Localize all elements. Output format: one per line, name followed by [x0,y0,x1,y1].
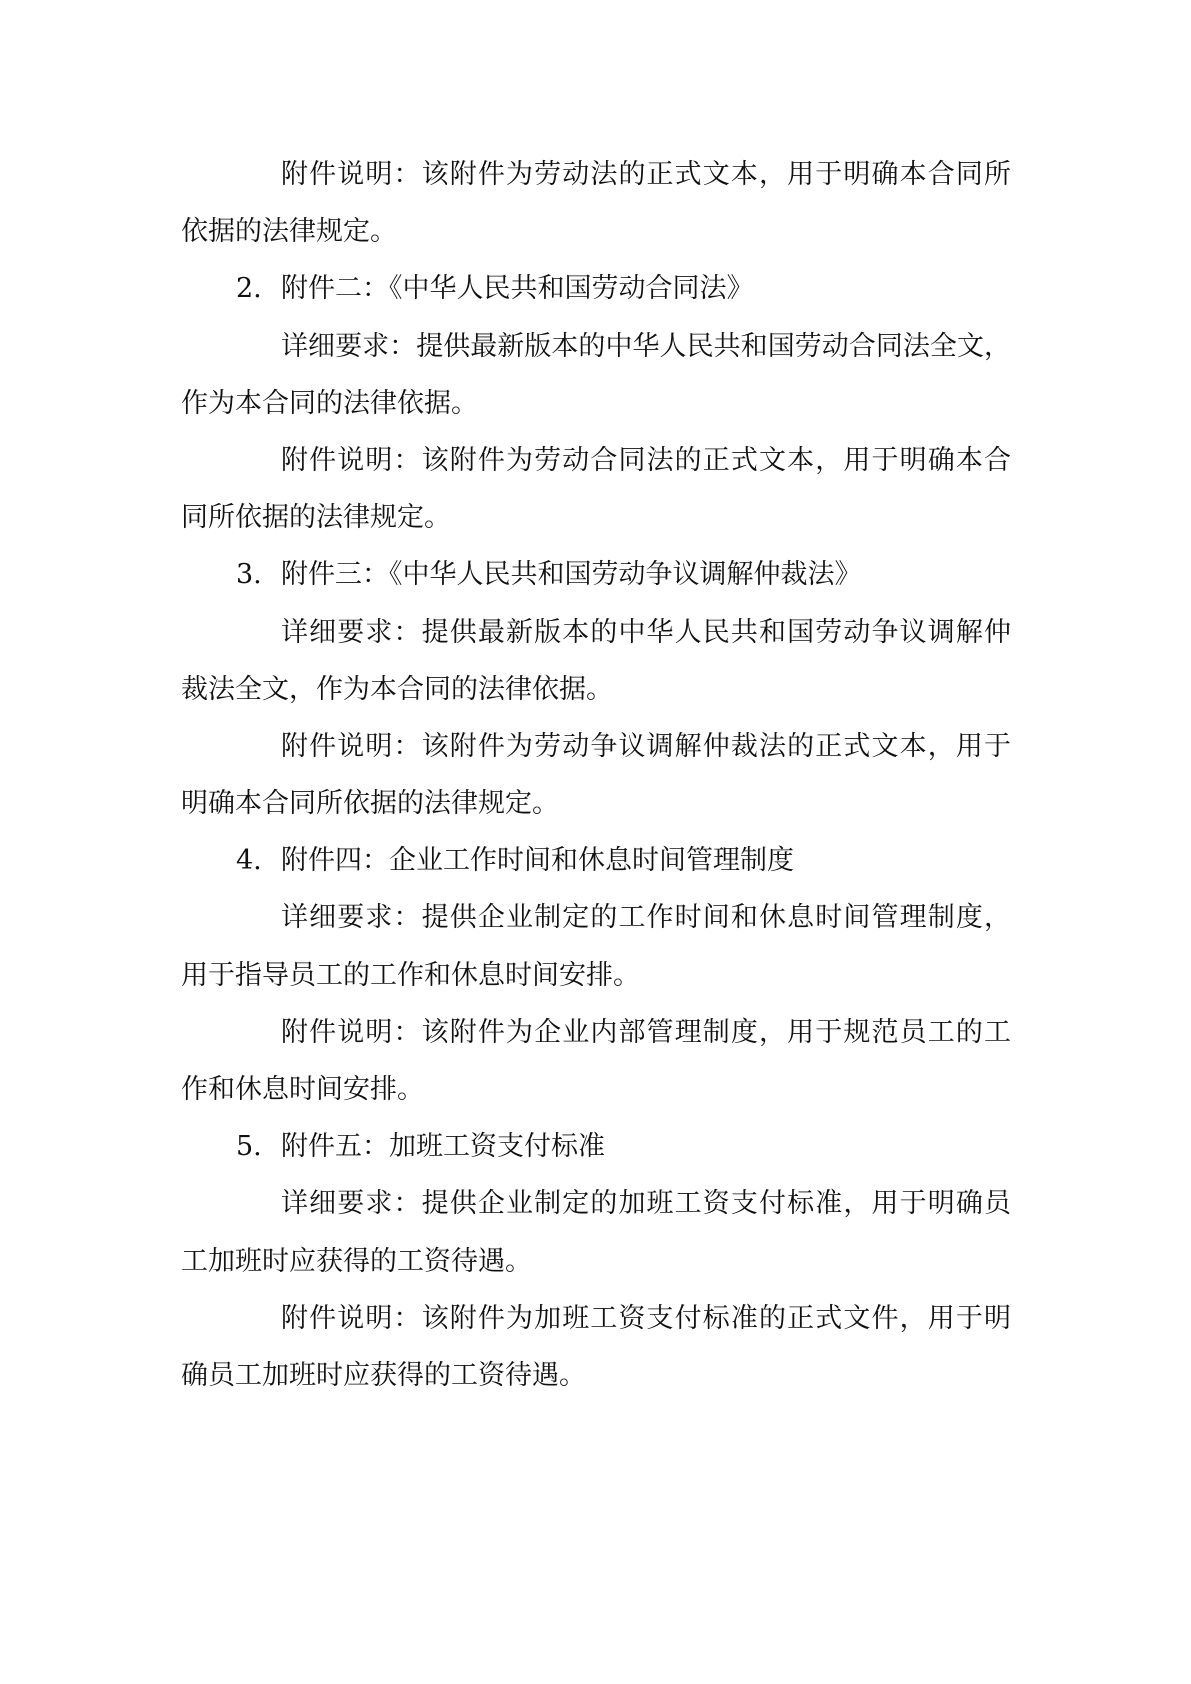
paragraph-attachment-4-requirement [181,889,1011,1003]
paragraph-attachment-2-note [181,432,1011,546]
list-number: 5. [236,1131,262,1163]
text-line: 附件说明：该附件为加班工资支付标准的正式文件，用于明 [281,1302,1011,1334]
heading-attachment-3 [181,546,1011,603]
text-line: 附件说明：该附件为劳动争议调解仲裁法的正式文本，用于 [281,730,1011,762]
paragraph-attachment-3-requirement [181,604,1011,718]
heading-text: 附件四：企业工作时间和休息时间管理制度 [281,845,794,877]
paragraph-attachment-4-note [181,1004,1011,1118]
paragraph-attachment-5-note [181,1290,1011,1404]
text-line: 详细要求：提供企业制定的加班工资支付标准，用于明确员 [281,1188,1011,1220]
text-line: 用于指导员工的工作和休息时间安排。 [181,959,640,991]
heading-attachment-2 [181,260,1011,317]
text-line: 详细要求：提供最新版本的中华人民共和国劳动争议调解仲 [281,616,1011,648]
text-line: 附件说明：该附件为企业内部管理制度，用于规范员工的工 [281,1016,1011,1048]
text-line: 作和休息时间安排。 [181,1074,424,1105]
text-line: 确员工加班时应获得的工资待遇。 [181,1359,586,1391]
heading-text: 附件三：《中华人民共和国劳动争议调解仲裁法》 [281,559,862,591]
text-line: 工加班时应获得的工资待遇。 [181,1245,532,1277]
heading-text: 附件五：加班工资支付标准 [281,1131,605,1163]
heading-attachment-4 [181,832,1011,889]
text-line: 同所依据的法律规定。 [181,502,451,534]
text-line: 附件说明：该附件为劳动法的正式文本，用于明确本合同所 [281,159,1011,190]
list-number: 2. [236,273,262,305]
text-line: 明确本合同所依据的法律规定。 [181,788,559,820]
heading-text: 附件二：《中华人民共和国劳动合同法》 [281,273,754,305]
paragraph-attachment-1-note [181,146,1011,260]
document-body [181,146,1011,1404]
list-number: 3. [236,559,262,591]
heading-attachment-5 [181,1118,1011,1175]
paragraph-attachment-3-note [181,718,1011,832]
paragraph-attachment-5-requirement [181,1175,1011,1289]
text-line: 裁法全文，作为本合同的法律依据。 [181,673,613,705]
paragraph-attachment-2-requirement [181,318,1011,432]
text-line: 作为本合同的法律依据。 [181,387,478,419]
text-line: 详细要求：提供企业制定的工作时间和休息时间管理制度， [281,902,1011,934]
list-number: 4. [236,845,262,877]
text-line: 附件说明：该附件为劳动合同法的正式文本，用于明确本合 [281,444,1011,476]
text-line: 详细要求：提供最新版本的中华人民共和国劳动合同法全文， [281,330,1011,362]
text-line: 依据的法律规定。 [181,216,397,248]
